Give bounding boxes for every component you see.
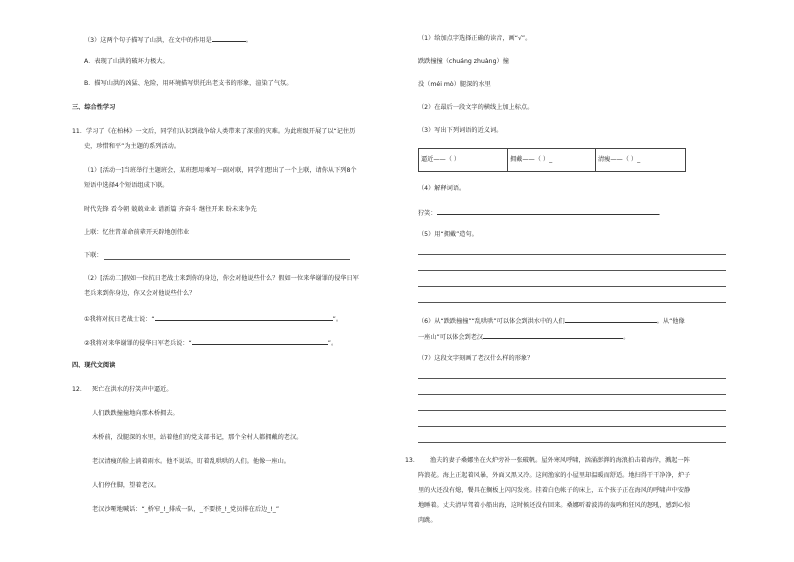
q3-end: 。 xyxy=(245,37,252,44)
r-q6-text: （6）从“跌跌撞撞”“乱哄哄”可以体会到洪水中的人们 xyxy=(418,318,565,325)
q12-number: 12． xyxy=(72,386,87,393)
r-q6-end: 。 xyxy=(623,334,630,341)
say-to-japanese-veteran-blank[interactable] xyxy=(192,338,328,345)
say-to-japanese-veteran-end: ”。 xyxy=(327,340,338,347)
r-q6-line1 xyxy=(418,316,685,326)
synonym-cell-3[interactable]: 清瘦——（ ）_ xyxy=(595,149,684,171)
q13-passage-line: 地睡着。丈夫清早驾着小船出海，这时候还没有回来。桑娜听着波涛的轰鸣和狂风的怒吼，感到心惊 xyxy=(418,502,691,509)
r-q2: （2）在最后一段文字的横线上加上标点。 xyxy=(418,104,534,111)
upper-couplet: 上联：忆往昔革命前辈开天辟地创伟业 xyxy=(84,229,190,236)
option-a[interactable]: A．表现了山洪的破坏力极大。 xyxy=(84,58,169,65)
q11-text-line2: 史，珍惜和平”为主题的系列活动。 xyxy=(84,143,181,150)
passage-paragraph: 老汉清瘦的脸上淌着雨水。他不说话，盯着乱哄哄的人们。他像一座山。 xyxy=(92,458,290,465)
q13-passage-line: 阵浪花。海上正起着风暴，外面又黑又冷。这间渔家的小屋里却温暖而舒适。地扫得干干净净，炉子 xyxy=(418,472,691,479)
q3-answer-blank[interactable] xyxy=(212,35,246,42)
passage-paragraph: 木桥前，没腿深的水里，站着他们的党支部书记，那个全村人都拥戴的老汉。 xyxy=(92,434,303,441)
define-sneer xyxy=(418,208,661,218)
answer-line[interactable] xyxy=(418,286,726,287)
say-to-veteran-label: ①我将对抗日老战士说：“ xyxy=(84,316,155,323)
q11-2-line2: 老兵来到你身边，你又会对他说些什么？ xyxy=(84,290,196,297)
answer-line[interactable] xyxy=(418,302,726,303)
q13-passage-line: 肉跳。 xyxy=(418,517,437,524)
q11-1-line1: （1）[活动一]当班举行主题班会，某班想用乘写一副对联，同学们想出了一个上联，请你从下列8个 xyxy=(84,167,357,174)
define-sneer-label: 狞笑： xyxy=(418,210,437,217)
r-q1-item1[interactable]: 跌跌撞撞（chuáng zhuàng）撞 xyxy=(418,58,509,65)
q13-passage-line: 里的火还没有熄，餐具在搁板上闪闪发亮。挂着白色帐子的床上，五个孩子正在海风的呼啸声中安静 xyxy=(418,487,691,494)
r-q7: （7）这段文字刻画了老汉什么样的形象？ xyxy=(418,355,534,362)
lower-couplet-label: 下联： xyxy=(84,252,103,259)
q11-2-line1: （2）[活动二]假如一位抗日老战士来到你的身边，你会对他说些什么？假如一位来华谢罪的侵华日军 xyxy=(84,275,359,282)
r-q6-text-mid: 。从“他像 xyxy=(656,318,685,325)
section-4-heading: 四、现代文阅读 xyxy=(72,362,116,369)
section-3-heading: 三、综合性学习 xyxy=(72,104,116,111)
answer-line[interactable] xyxy=(418,270,726,271)
synonym-cell-1[interactable]: 逼近——（ ） xyxy=(421,156,461,163)
r-q6-blank2[interactable] xyxy=(483,332,623,339)
passage-paragraph: 人们跌跌撞撞地向那木桥拥去。 xyxy=(92,410,179,417)
answer-line[interactable] xyxy=(418,394,726,395)
r-q6-blank1[interactable] xyxy=(565,316,657,323)
phrase-options: 时代先锋 看今朝 兢兢业业 谱新篇 齐奋斗 继往开来 盼未来争先 xyxy=(84,206,257,213)
r-q6-text2: 一座山”可以体会到老汉 xyxy=(418,334,484,341)
say-to-japanese-veteran xyxy=(84,338,337,348)
say-to-veteran-end: ”。 xyxy=(332,316,343,323)
q13-number: 13． xyxy=(405,457,420,464)
q13-passage-line: 渔夫的妻子桑娜坐在火炉旁补一张破帆。屋外寒风呼啸，汹涌澎湃的海浪拍击着海岸，溅起一阵 xyxy=(430,457,690,464)
answer-line[interactable] xyxy=(418,378,726,379)
r-q1: （1）给加点字选择正确的读音，画“√”。 xyxy=(418,35,532,42)
q3-question xyxy=(84,35,252,45)
passage-paragraph: 人们停住脚，望着老汉。 xyxy=(92,482,161,489)
r-q6-line2 xyxy=(418,332,629,342)
r-q5: （5）用“拥戴”造句。 xyxy=(418,231,478,238)
answer-line[interactable] xyxy=(418,442,726,443)
answer-line[interactable] xyxy=(418,410,726,411)
synonym-table xyxy=(418,148,686,172)
answer-line[interactable] xyxy=(418,254,726,255)
passage-paragraph: 死亡在洪水的狞笑声中逼近。 xyxy=(92,386,173,393)
lower-couplet-answer-line[interactable] xyxy=(104,259,350,260)
r-q1-item2[interactable]: 没（méi mò）腿深的水里 xyxy=(418,81,491,88)
q3-text: （3）这两个句子描写了山洪，在文中的作用是 xyxy=(84,37,212,44)
passage-paragraph-with-blanks: 老汉沙哑地喊话：“_桥窄_!_排成一队，_不要挤_!_党员排在后边_!_” xyxy=(92,506,280,513)
option-b[interactable]: B．描写山洪的凶猛、危险，用环境描写烘托出老支书的形象，渲染了气氛。 xyxy=(84,80,293,87)
r-q4: （4）解释词语。 xyxy=(418,185,466,192)
define-sneer-end: . xyxy=(658,210,661,217)
define-sneer-blank[interactable] xyxy=(437,208,659,215)
say-to-veteran xyxy=(84,314,342,324)
q11-1-line2: 短语中选择4个短语组成下联。 xyxy=(84,182,169,189)
q11-text-line1: 11．学习了《在柏林》一文后，同学们认识到战争给人类带来了深重的灾难。为此班级开展了以“记住历 xyxy=(72,128,356,135)
answer-line[interactable] xyxy=(418,426,726,427)
synonym-cell-2[interactable]: 拥戴——（ ）_ xyxy=(507,149,596,171)
r-q3: （3）写出下列词语的近义词。 xyxy=(418,127,503,134)
say-to-japanese-veteran-label: ②我将对来华谢罪的侵华日军老兵说：“ xyxy=(84,340,192,347)
say-to-veteran-blank[interactable] xyxy=(155,314,333,321)
